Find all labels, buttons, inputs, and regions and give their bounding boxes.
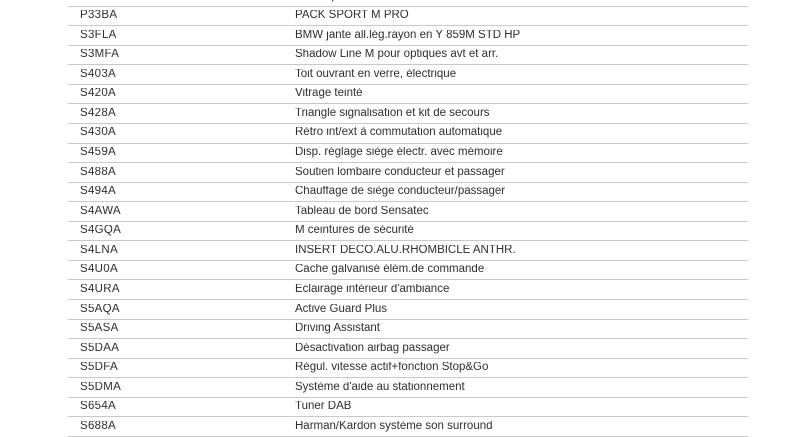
option-code: S5AQA (80, 303, 120, 315)
option-code: S459A (80, 147, 117, 159)
option-description: Soutien lombaire conducteur et passager (295, 166, 505, 178)
option-description: Harman/Kardon système son surround (295, 420, 493, 432)
option-code: S4AWA (80, 205, 121, 217)
vehicle-options-table (68, 0, 748, 437)
option-code: S5ASA (80, 323, 119, 335)
table-row (68, 417, 748, 437)
table-row (68, 241, 748, 261)
option-description: Active Guard Plus (295, 303, 388, 315)
option-description: Triangle signalisation et kit de secours (295, 107, 490, 119)
option-code: S488A (80, 166, 117, 178)
option-code: S688A (80, 420, 117, 432)
option-description: Cache galvanisé élém.de commande (295, 264, 485, 276)
table-row (68, 280, 748, 300)
option-code (68, 0, 295, 2)
option-code: S4U0A (80, 264, 118, 276)
table-row (68, 26, 748, 46)
option-code: S494A (80, 186, 117, 198)
table-row (68, 46, 748, 66)
option-code: S3MFA (80, 49, 120, 61)
option-code: S3FLA (80, 29, 117, 41)
option-description: Shadow Line M pour optiques avt et arr. (295, 49, 499, 61)
table-row (68, 378, 748, 398)
table-row (68, 104, 748, 124)
table-row (68, 339, 748, 359)
option-description: Chauffage de siège conducteur/passager (295, 186, 506, 198)
option-description: Désactivation airbag passager (295, 342, 450, 354)
option-description: Vitrage teinté (295, 88, 363, 100)
table-row (68, 144, 748, 164)
option-description: PACK SPORT M PRO (295, 10, 409, 22)
option-description: Driving Assistant (295, 323, 381, 335)
table-row (68, 163, 748, 183)
option-description: Tuner DAB (295, 401, 352, 413)
option-code: S428A (80, 107, 117, 119)
option-description: M ceintures de sécurité (295, 225, 414, 237)
option-code: S4LNA (80, 244, 118, 256)
table-row (68, 85, 748, 105)
table-row (68, 222, 748, 242)
option-code: S5DFA (80, 362, 118, 374)
table-row (68, 398, 748, 418)
table-row (68, 202, 748, 222)
table-row (68, 183, 748, 203)
option-description: Tableau de bord Sensatec (295, 205, 429, 217)
table-row (68, 124, 748, 144)
option-code: S430A (80, 127, 117, 139)
table-row (68, 261, 748, 281)
option-description: Système d'aide au stationnement (295, 381, 465, 393)
table-row (68, 300, 748, 320)
option-description: Rétro int/ext à commutation automatique (295, 127, 503, 139)
option-code: S420A (80, 88, 117, 100)
option-description: Disp. réglage siège électr. avec mémoire (295, 147, 503, 159)
option-description: Régul. vitesse actif+fonction Stop&Go (295, 362, 489, 374)
table-row (68, 7, 748, 27)
option-description: INSERT DECO.ALU.RHOMBICLE ANTHR. (295, 244, 516, 256)
option-description (295, 0, 748, 2)
option-code: P33BA (80, 10, 118, 22)
option-code: S403A (80, 68, 117, 80)
option-code: S4URA (80, 283, 120, 295)
option-description: Eclairage intérieur d'ambiance (295, 283, 450, 295)
option-code: S4GQA (80, 225, 122, 237)
option-code: S5DMA (80, 381, 122, 393)
option-description: Toit ouvrant en verre, électrique (295, 68, 457, 80)
option-code: S654A (80, 401, 117, 413)
table-row (68, 320, 748, 340)
table-row (68, 65, 748, 85)
option-description: BMW jante all.lég.rayon en Y 859M STD HP (295, 29, 521, 41)
option-code: S5DAA (80, 342, 120, 354)
table-row (68, 359, 748, 379)
